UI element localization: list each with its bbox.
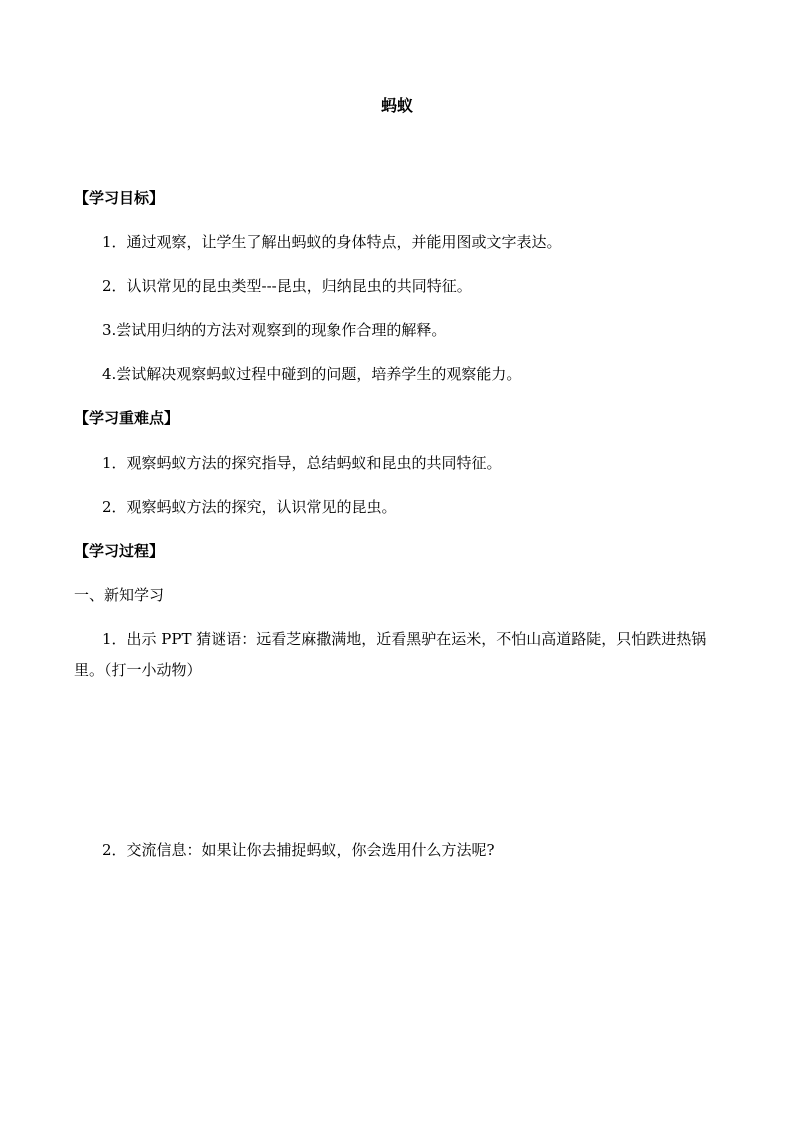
process-subheading: 一、新知学习 bbox=[74, 586, 165, 604]
process-item-2: 2．交流信息：如果让你去捕捉蚂蚁，你会选用什么方法呢? bbox=[102, 841, 495, 859]
process-item-1: 1．出示 PPT 猜谜语：远看芝麻撒满地，近看黑驴在运米，不怕山高道路陡，只怕跌进热锅里。（打一小动物） bbox=[74, 630, 707, 679]
objective-item-3: 3.尝试用归纳的方法对观察到的现象作合理的解释。 bbox=[102, 321, 447, 339]
document-title: 蚂蚁 bbox=[380, 96, 413, 115]
key-point-item-1: 1．观察蚂蚁方法的探究指导，总结蚂蚁和昆虫的共同特征。 bbox=[102, 454, 502, 472]
section-heading-objectives: 【学习目标】 bbox=[74, 189, 165, 207]
section-heading-key-points: 【学习重难点】 bbox=[74, 409, 180, 427]
section-heading-process: 【学习过程】 bbox=[74, 542, 165, 560]
objective-item-2: 2．认识常见的昆虫类型---昆虫，归纳昆虫的共同特征。 bbox=[102, 277, 472, 295]
objective-item-4: 4.尝试解决观察蚂蚁过程中碰到的问题，培养学生的观察能力。 bbox=[102, 365, 522, 383]
key-point-item-2: 2．观察蚂蚁方法的探究，认识常见的昆虫。 bbox=[102, 498, 397, 516]
objective-item-1: 1．通过观察，让学生了解出蚂蚁的身体特点，并能用图或文字表达。 bbox=[102, 233, 562, 251]
